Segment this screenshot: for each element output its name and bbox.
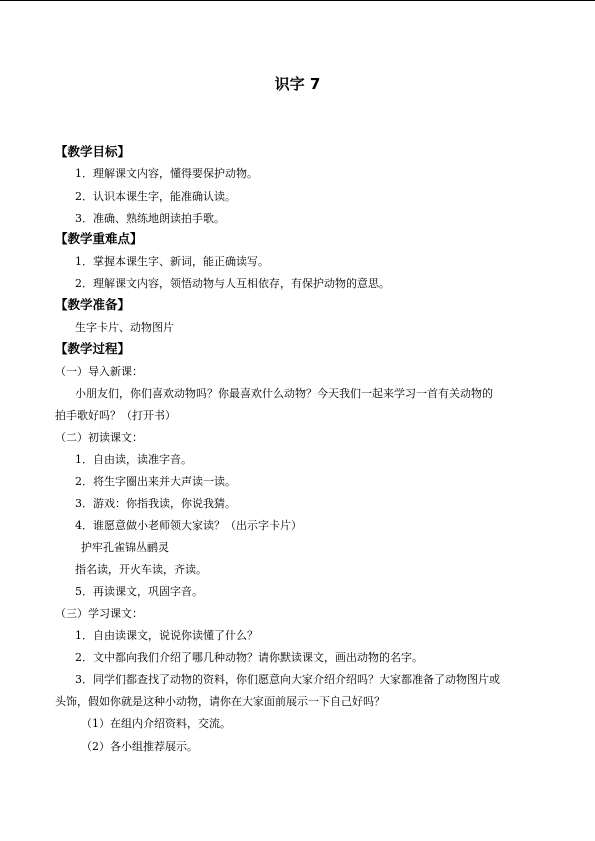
process-step: 1．自由读课文，说说你读懂了什么？ (75, 629, 258, 642)
character-list: 护牢孔雀锦丛鹂灵 (81, 541, 169, 554)
process-substep: （1）在组内介绍资料，交流。 (81, 717, 231, 730)
process-step: 2．文中都向我们介绍了哪几种动物？请你默读课文，画出动物的名字。 (75, 651, 423, 664)
process-step: 3．同学们都查找了动物的资料，你们愿意向大家介绍介绍吗？大家都准备了动物图片或 (75, 673, 500, 686)
process-paragraph: 拍手歌好吗？（打开书） (55, 409, 176, 422)
process-step: 4．谁愿意做小老师领大家读？（出示字卡片） (75, 519, 302, 532)
process-subheading: （三）学习课文： (55, 607, 143, 620)
process-step: 2．将生字圈出来并大声读一读。 (75, 475, 236, 488)
goal-item: 1．理解课文内容，懂得要保护动物。 (75, 167, 258, 180)
process-substep: （2）各小组推荐展示。 (81, 740, 198, 753)
process-step: 3．游戏：你指我读，你说我猜。 (75, 497, 236, 510)
process-paragraph: 小朋友们，你们喜欢动物吗？你最喜欢什么动物？今天我们一起来学习一首有关动物的 (75, 387, 493, 400)
preparation-item: 生字卡片、动物图片 (75, 321, 174, 334)
process-step: 指名读，开火车读，齐读。 (75, 563, 207, 576)
heading-teaching-goals: 【教学目标】 (55, 144, 131, 159)
key-point-item: 1．掌握本课生字、新词，能正确读写。 (75, 255, 269, 268)
goal-item: 3．准确、熟练地朗读拍手歌。 (75, 212, 225, 225)
process-step: 1．自由读，读准字音。 (75, 453, 192, 466)
document-title: 识字 7 (274, 75, 321, 93)
heading-key-points: 【教学重难点】 (55, 231, 143, 246)
goal-item: 2．认识本课生字，能准确认读。 (75, 190, 236, 203)
heading-preparation: 【教学准备】 (55, 297, 131, 312)
process-subheading: （二）初读课文： (55, 431, 143, 444)
page-top-border (0, 0, 595, 1)
key-point-item: 2．理解课文内容，领悟动物与人互相依存，有保护动物的意思。 (75, 277, 390, 290)
process-step: 5．再读课文，巩固字音。 (75, 585, 203, 598)
process-subheading: （一）导入新课： (55, 365, 143, 378)
process-step-continuation: 头饰，假如你就是这种小动物，请你在大家面前展示一下自己好吗？ (55, 695, 385, 708)
heading-teaching-process: 【教学过程】 (55, 341, 131, 356)
